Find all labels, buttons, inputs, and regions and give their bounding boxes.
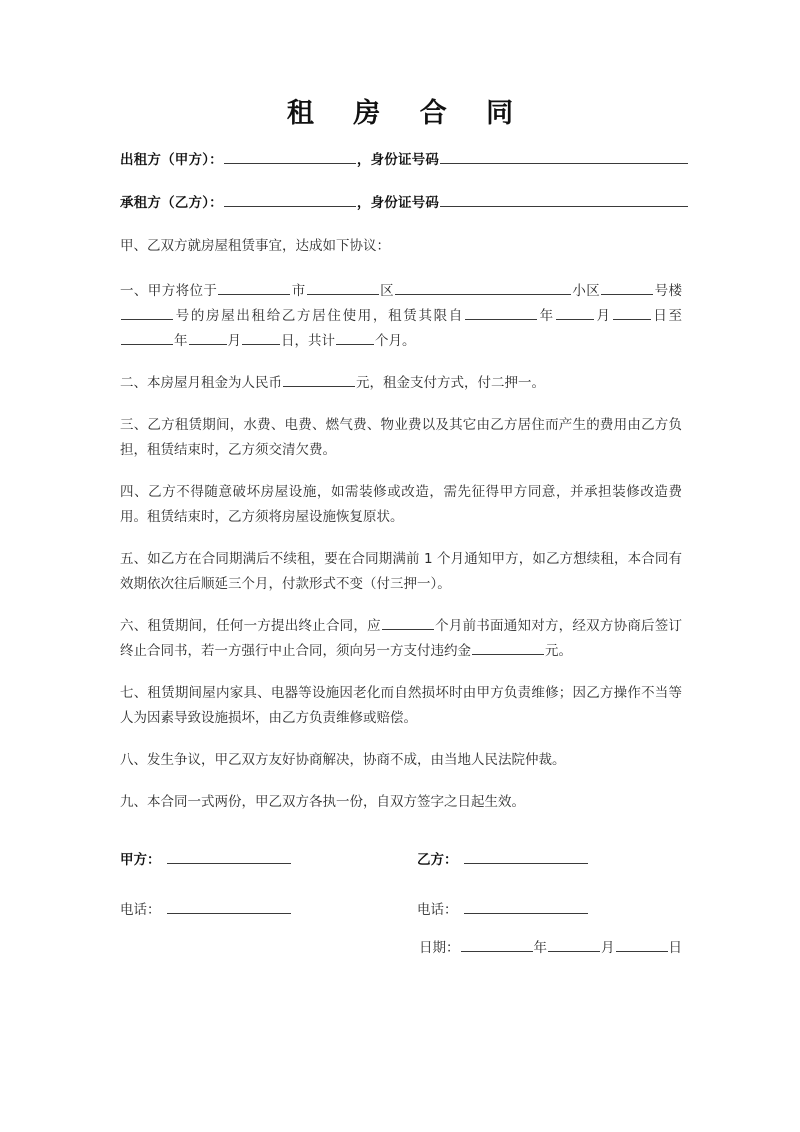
clause-one-part-1: 一、甲方将位于	[120, 283, 218, 300]
clause-one-start-year-blank[interactable]	[465, 307, 537, 321]
clause-one-community-blank[interactable]	[395, 282, 571, 296]
party-a-phone	[120, 898, 385, 918]
clause-six-part-3: 元。	[545, 643, 572, 660]
clause-one-part-2: 市	[291, 283, 306, 300]
clause-one-part-9: 日至	[651, 308, 683, 325]
signature-name-row	[120, 848, 682, 868]
clause-one-district-blank[interactable]	[307, 282, 379, 296]
clause-two-part-2: 元，租金支付方式，付二押一。	[356, 375, 545, 392]
date-month-blank[interactable]	[548, 938, 600, 952]
lessee-id-blank[interactable]	[440, 193, 688, 207]
signature-date-row	[120, 936, 682, 956]
clause-eight: 八、发生争议，甲乙双方友好协商解决，协商不成，由当地人民法院仲裁。	[120, 752, 566, 769]
clause-seven: 七、租赁期间屋内家具、电器等设施因老化而自然损坏时由甲方负责维修；因乙方操作不当等人为因素导致设施损坏，由乙方负责维修或赔偿。	[120, 685, 682, 727]
clause-one-city-blank[interactable]	[218, 282, 290, 296]
lessee-name-blank[interactable]	[224, 193, 356, 207]
clause-two-rent-blank[interactable]	[283, 374, 355, 388]
document-title: 租 房 合 同	[286, 98, 529, 129]
lessee-separator: ，	[356, 194, 371, 211]
clause-one-part-5: 号楼	[654, 283, 682, 300]
clause-one-start-day-blank[interactable]	[613, 307, 651, 321]
lessor-id-label: 身份证号码	[370, 152, 440, 168]
clause-two-part-1: 二、本房屋月租金为人民币	[120, 375, 282, 392]
clause-one-part-8: 月	[594, 308, 612, 325]
party-b-signature-blank[interactable]	[464, 850, 588, 864]
clause-six-part-2: 个月前书面通知对方，经双方协商后签订终止合同书，若一方强行中止合同，须向另一方支付违约金	[120, 618, 683, 660]
party-a-phone-blank[interactable]	[167, 900, 291, 914]
signature-phone-row	[120, 898, 682, 918]
clause-one-end-year-blank[interactable]	[121, 332, 173, 346]
clause-one-part-11: 月	[227, 333, 241, 350]
signature-block	[120, 848, 682, 948]
document-body	[120, 150, 682, 832]
party-a-signature-blank[interactable]	[167, 850, 291, 864]
lessee-party-line	[120, 193, 682, 215]
clause-one-part-12: 日，共计	[281, 333, 335, 350]
clause-four: 四、乙方不得随意破坏房屋设施，如需装修或改造，需先征得甲方同意，并承担装修改造费用。租赁结束时，乙方须将房屋设施恢复原状。	[120, 484, 682, 526]
clause-six-notice-months-blank[interactable]	[382, 616, 434, 630]
clause-one-part-13: 个月。	[375, 333, 416, 350]
clause-six-part-1: 六、租赁期间，任何一方提出终止合同，应	[120, 618, 381, 635]
clause-nine: 九、本合同一式两份，甲乙双方各执一份，自双方签字之日起生效。	[120, 793, 525, 810]
date-label: 日期：	[419, 940, 460, 956]
party-a-phone-label: 电话：	[120, 902, 161, 918]
clause-one-part-6: 号的房屋出租给乙方居住使用，租赁其限自	[174, 308, 464, 325]
date-day-blank[interactable]	[616, 938, 668, 952]
clause-one-building-blank[interactable]	[601, 282, 653, 296]
clause-five: 五、如乙方在合同期满后不续租，要在合同期满前 1 个月通知甲方，如乙方想续租，本合同有效期依次往后顺延三个月，付款形式不变（付三押一）。	[120, 551, 682, 593]
date-year-blank[interactable]	[461, 938, 533, 952]
clause-one-part-4: 小区	[571, 283, 601, 300]
date-month-unit: 月	[601, 940, 615, 956]
lessor-party-line	[120, 150, 682, 172]
party-a-signature	[120, 848, 385, 868]
lessor-label: 出租方（甲方）：	[120, 152, 223, 168]
clause-one-part-10: 年	[174, 333, 188, 350]
clause-six	[120, 614, 682, 664]
clause-three: 三、乙方租赁期间，水费、电费、燃气费、物业费以及其它由乙方居住而产生的费用由乙方负担，租赁结束时，乙方须交清欠费。	[120, 417, 682, 459]
lessor-name-blank[interactable]	[224, 150, 356, 164]
party-b-signature	[385, 848, 682, 868]
party-b-phone-label: 电话：	[417, 902, 458, 918]
clause-two	[120, 371, 682, 396]
clause-one-months-blank[interactable]	[336, 332, 374, 346]
clause-one-start-month-blank[interactable]	[556, 307, 594, 321]
date-day-unit: 日	[668, 940, 682, 956]
clause-one	[120, 279, 682, 354]
clause-one-part-7: 年	[537, 308, 555, 325]
lessee-label: 承租方（乙方）：	[120, 194, 223, 211]
party-b-label: 乙方：	[417, 852, 458, 868]
party-b-phone	[385, 898, 682, 918]
date-year-unit: 年	[533, 940, 547, 956]
clause-one-room-blank[interactable]	[121, 307, 173, 321]
clause-six-penalty-blank[interactable]	[472, 641, 544, 655]
party-a-label: 甲方：	[120, 852, 161, 868]
clause-one-end-day-blank[interactable]	[242, 332, 280, 346]
clause-one-end-month-blank[interactable]	[189, 332, 227, 346]
party-b-phone-blank[interactable]	[464, 900, 588, 914]
lessee-id-label: 身份证号码	[370, 194, 440, 211]
lessor-id-blank[interactable]	[440, 150, 688, 164]
clause-one-part-3: 区	[379, 283, 394, 300]
agreement-intro: 甲、乙双方就房屋租赁事宜，达成如下协议：	[120, 238, 390, 255]
lessor-separator: ，	[356, 152, 371, 168]
